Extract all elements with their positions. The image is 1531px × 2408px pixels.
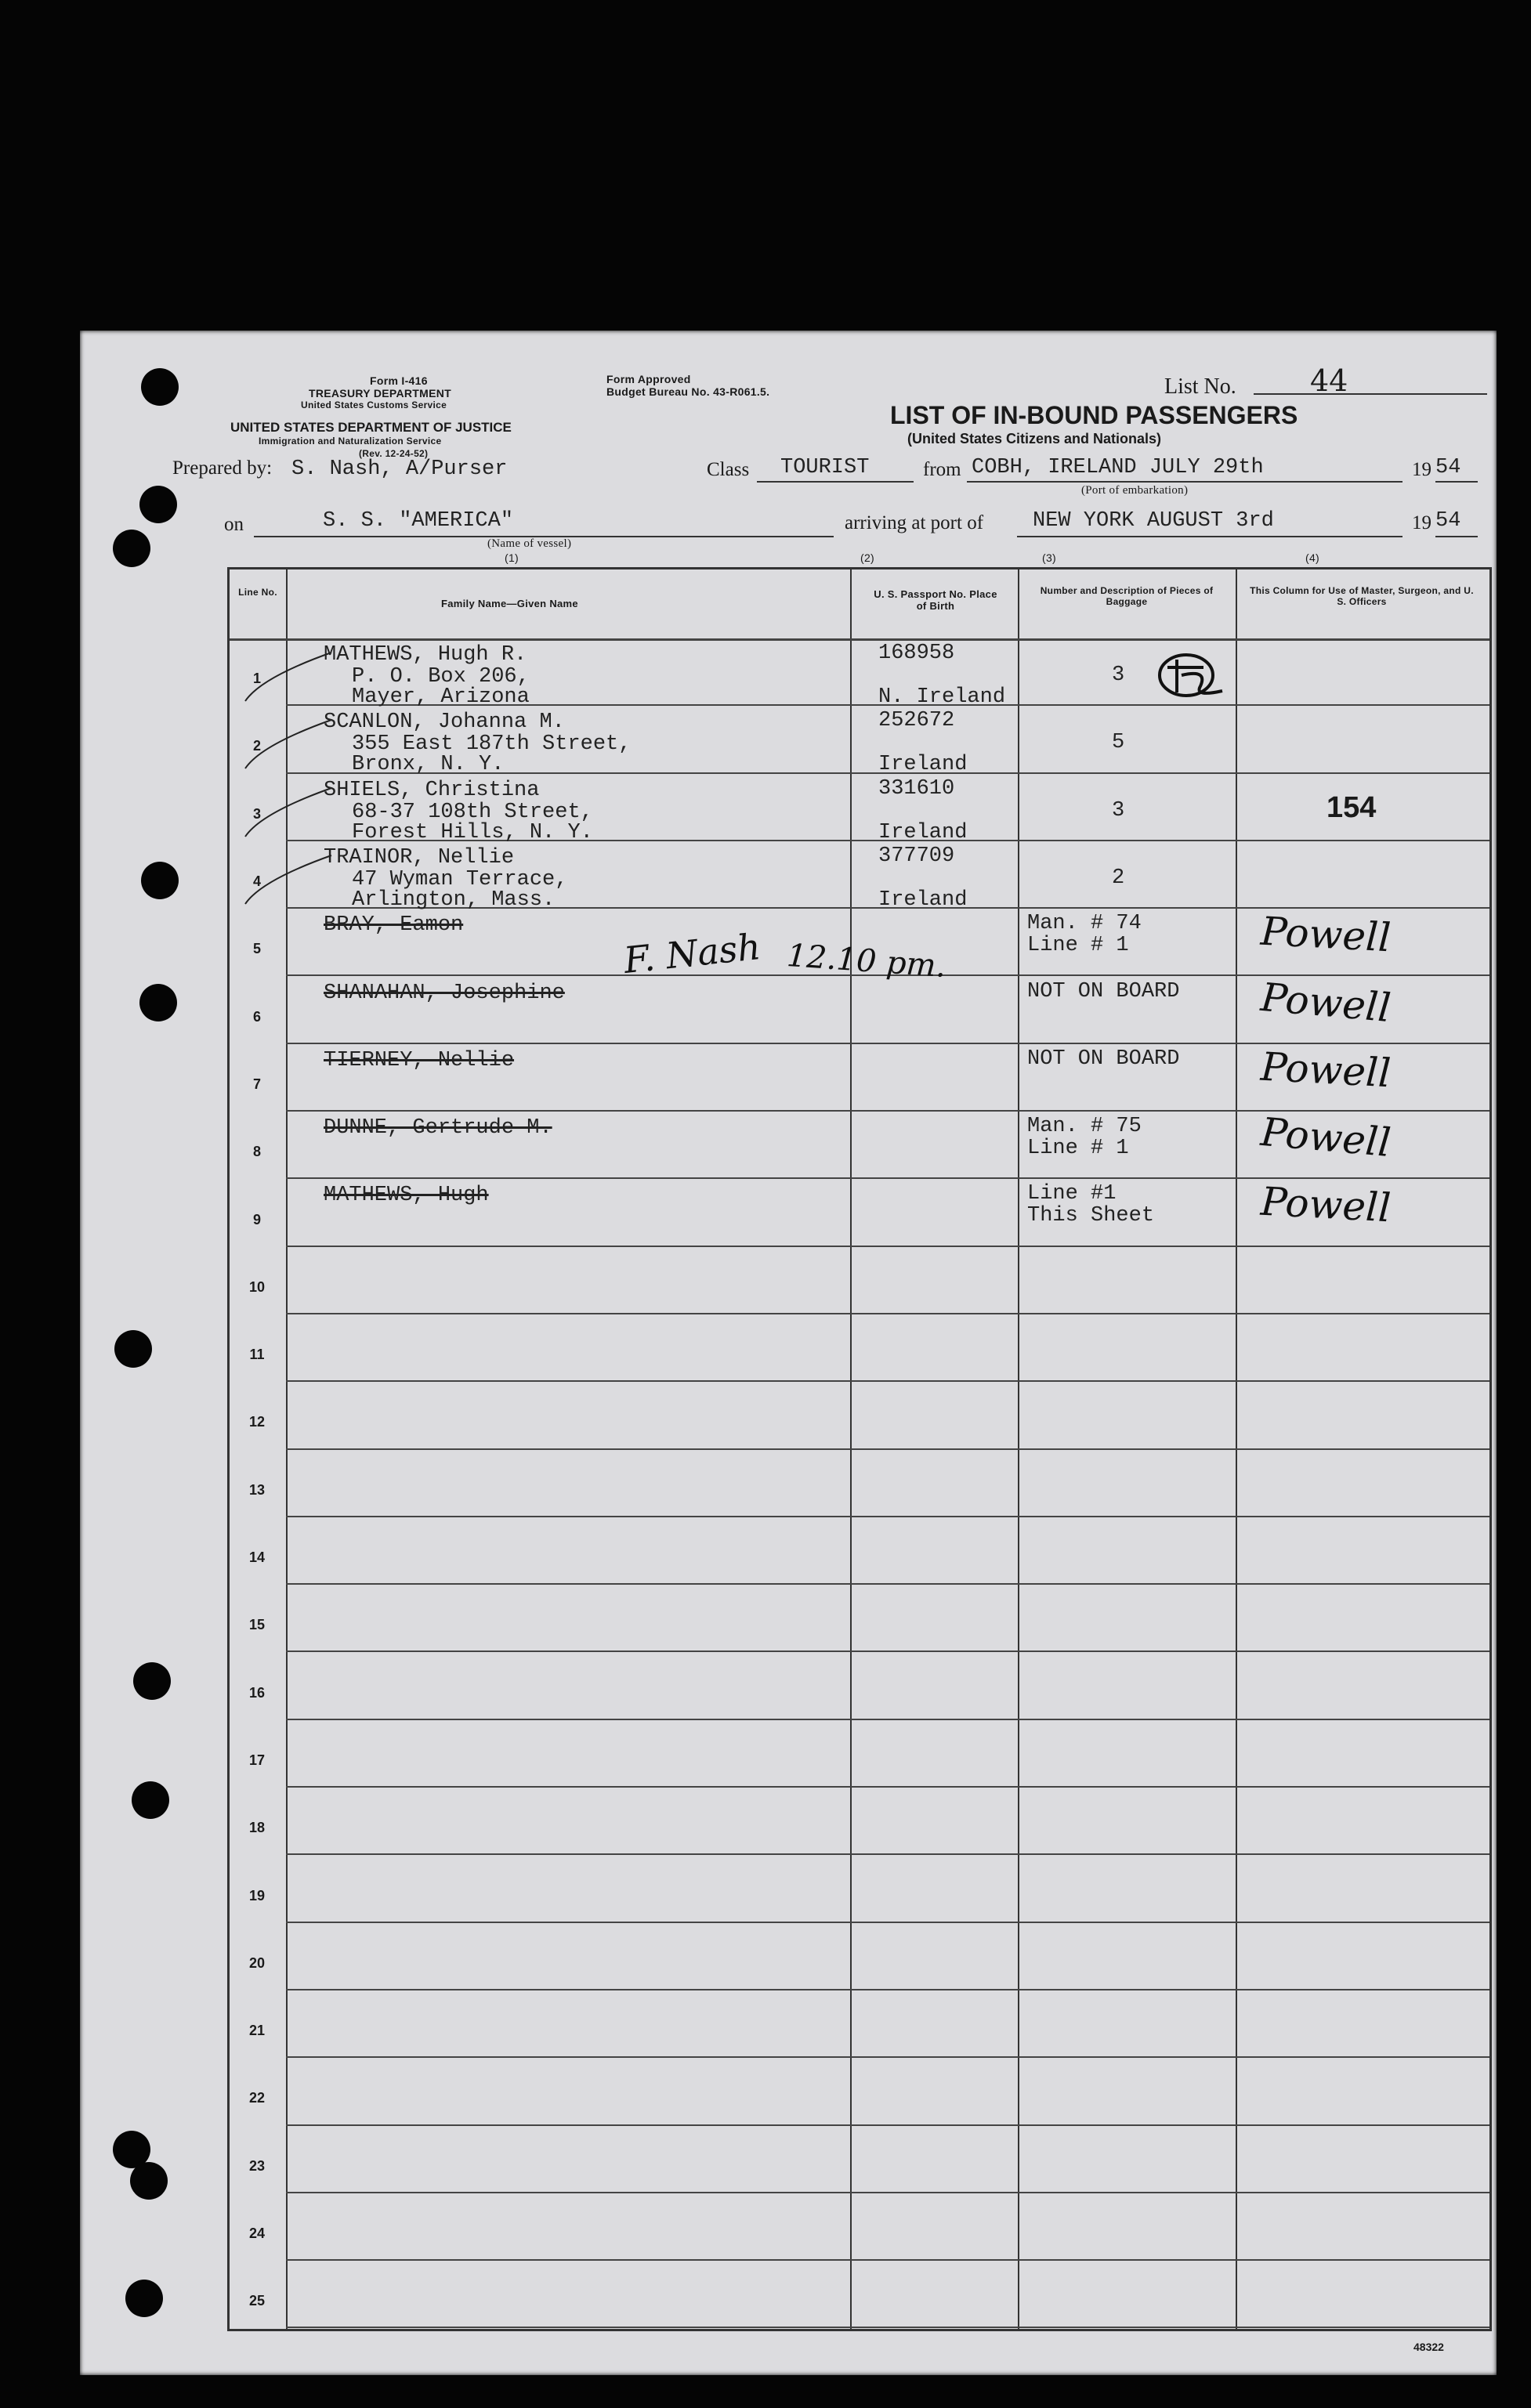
- officer-signature: Powell: [1259, 1043, 1392, 1097]
- form-approved: Form Approved: [606, 373, 691, 385]
- passenger-address-line2: Forest Hills, N. Y.: [352, 820, 593, 844]
- table-row: [230, 706, 1489, 777]
- class-value: TOURIST: [780, 456, 870, 479]
- binder-hole: [141, 862, 179, 899]
- officer-signature: Powell: [1258, 974, 1393, 1031]
- row-number: 7: [252, 1076, 261, 1092]
- binder-hole: [130, 2162, 168, 2200]
- row-number: 22: [248, 2090, 266, 2106]
- document-sheet: [80, 331, 1497, 2375]
- row-number: 17: [248, 1752, 266, 1768]
- row-number: 5: [252, 941, 261, 957]
- binder-hole: [125, 2280, 163, 2317]
- prepared-label: Prepared by:: [172, 457, 273, 479]
- table-row: [230, 1653, 1489, 1720]
- passenger-address-line2: Bronx, N. Y.: [352, 753, 505, 777]
- row-number: 3: [252, 805, 261, 822]
- col-header-line: Line No.: [238, 587, 277, 598]
- officer-number: 154: [1327, 790, 1377, 824]
- table-row: [230, 1788, 1489, 1855]
- passenger-address-line2: Arlington, Mass.: [352, 888, 556, 912]
- list-number: 44: [1310, 363, 1348, 398]
- passenger-address-line1: P. O. Box 206,: [352, 665, 530, 689]
- baggage-note-line1: NOT ON BOARD: [1027, 979, 1180, 1003]
- table-row: [230, 2126, 1489, 2193]
- table-row: [230, 841, 1489, 912]
- table-row: [230, 638, 1489, 709]
- passenger-name: BRAY, Eamon: [324, 913, 464, 938]
- prepared-by: S. Nash, A/Purser: [291, 457, 508, 481]
- row-number: 8: [252, 1144, 261, 1160]
- passport-number: 252672: [878, 709, 955, 733]
- passport-number: 168958: [878, 642, 955, 665]
- col-num-2: (2): [860, 551, 875, 564]
- passenger-name: SHANAHAN, Josephine: [324, 981, 565, 1005]
- passenger-address-line1: 355 East 187th Street,: [352, 732, 632, 757]
- row-number: 14: [248, 1549, 266, 1566]
- table-row: [230, 1314, 1489, 1382]
- col-header-name: Family Name—Given Name: [441, 598, 578, 609]
- binder-hole: [139, 984, 177, 1021]
- form-number: Form I-416: [370, 374, 428, 387]
- passenger-address-line1: 47 Wyman Terrace,: [352, 867, 568, 891]
- year1-underline: [1435, 481, 1478, 483]
- on-label: on: [224, 514, 244, 535]
- passenger-table: [227, 567, 1492, 2331]
- doj-heading: UNITED STATES DEPARTMENT OF JUSTICE: [230, 420, 512, 435]
- col-header-officers: This Column for Use of Master, Surgeon, and U. S. Officers: [1250, 585, 1474, 607]
- baggage-note-line2: Line # 1: [1027, 1137, 1129, 1161]
- page-subtitle: (United States Citizens and Nationals): [907, 431, 1162, 447]
- table-row: [230, 1720, 1489, 1788]
- table-row: [230, 774, 1489, 844]
- year-prefix-2: 19: [1412, 512, 1431, 533]
- row-number: 11: [249, 1347, 265, 1363]
- baggage-note-line2: Line # 1: [1027, 934, 1129, 958]
- row-number: 1: [252, 671, 261, 687]
- baggage-count: 3: [1112, 798, 1125, 823]
- col-num-4: (4): [1305, 551, 1320, 564]
- arrival-port: NEW YORK AUGUST 3rd: [1033, 509, 1274, 533]
- purser-signature: F. Nash: [621, 925, 763, 982]
- passenger-name: DUNNE, Gertrude M.: [324, 1116, 552, 1141]
- table-row: [230, 1450, 1489, 1517]
- row-number: 18: [248, 1820, 266, 1836]
- budget-bureau: Budget Bureau No. 43-R061.5.: [606, 385, 770, 398]
- baggage-note-line1: NOT ON BOARD: [1027, 1047, 1180, 1071]
- passenger-address-line1: 68-37 108th Street,: [352, 800, 593, 824]
- binder-hole: [133, 1662, 171, 1700]
- year-2: 54: [1435, 509, 1461, 533]
- row-number: 19: [248, 1887, 266, 1904]
- baggage-note-line1: Man. # 75: [1027, 1115, 1142, 1139]
- table-row: [230, 1108, 1489, 1179]
- place-of-birth: Ireland: [878, 820, 968, 844]
- row-number: 2: [252, 738, 261, 754]
- list-no-underline: [1254, 393, 1487, 395]
- table-row: [230, 2193, 1489, 2261]
- binder-hole: [132, 1781, 169, 1819]
- treasury-dept: TREASURY DEPARTMENT: [309, 387, 452, 400]
- passenger-name: SCANLON, Johanna M.: [324, 710, 565, 735]
- table-row: [230, 2261, 1489, 2328]
- place-of-birth: N. Ireland: [878, 685, 1006, 709]
- table-row: [230, 1923, 1489, 1990]
- passenger-name: MATHEWS, Hugh R.: [324, 643, 527, 667]
- row-number: 4: [252, 873, 261, 890]
- officer-signature: Powell: [1258, 1108, 1393, 1166]
- row-number: 15: [248, 1617, 266, 1633]
- revision-date: (Rev. 12-24-52): [359, 448, 429, 459]
- year-1: 54: [1435, 456, 1461, 479]
- customs-service: United States Customs Service: [301, 400, 447, 410]
- class-label: Class: [707, 459, 750, 480]
- col-header-passport: U. S. Passport No. Place of Birth: [874, 588, 997, 612]
- from-underline: [967, 481, 1403, 483]
- vessel-caption: (Name of vessel): [487, 537, 572, 550]
- year-prefix-1: 19: [1412, 459, 1431, 480]
- baggage-count: 5: [1112, 731, 1125, 755]
- table-row: [230, 1585, 1489, 1652]
- class-underline: [757, 481, 914, 483]
- table-row: [230, 1382, 1489, 1449]
- arrival-underline: [1017, 536, 1403, 537]
- passenger-name: MATHEWS, Hugh: [324, 1184, 489, 1208]
- footer-code: 48322: [1413, 2341, 1444, 2353]
- embarkation-port: COBH, IRELAND JULY 29th: [972, 456, 1264, 479]
- ins-heading: Immigration and Naturalization Service: [259, 436, 442, 447]
- col-header-baggage: Number and Description of Pieces of Baggage: [1040, 585, 1214, 607]
- baggage-note-line1: Line #1: [1027, 1182, 1117, 1206]
- row-number: 24: [248, 2225, 266, 2242]
- row-number: 20: [248, 1954, 266, 1971]
- passport-number: 331610: [878, 776, 955, 801]
- binder-hole: [139, 486, 177, 523]
- row-number: 25: [248, 2293, 266, 2309]
- place-of-birth: Ireland: [878, 753, 968, 777]
- row-number: 9: [252, 1211, 261, 1228]
- binder-hole: [141, 368, 179, 406]
- binder-hole: [113, 530, 150, 567]
- vessel-name: S. S. "AMERICA": [323, 509, 514, 533]
- officer-signature: Powell: [1259, 1179, 1392, 1231]
- passenger-address-line2: Mayer, Arizona: [352, 685, 530, 709]
- from-label: from: [923, 459, 961, 480]
- page-title: LIST OF IN-BOUND PASSENGERS: [890, 401, 1298, 429]
- row-rule: [286, 2327, 1489, 2328]
- table-row: [230, 1247, 1489, 1314]
- table-row: [230, 1990, 1489, 2058]
- table-row: [230, 1517, 1489, 1585]
- table-row: [230, 974, 1489, 1044]
- officer-signature: Powell: [1259, 908, 1392, 961]
- signature-time: 12.10 pm.: [785, 937, 947, 985]
- row-number: 12: [248, 1414, 266, 1430]
- baggage-note-line2: This Sheet: [1027, 1204, 1155, 1228]
- passenger-name: SHIELS, Christina: [324, 778, 540, 802]
- embarkation-caption: (Port of embarkation): [1081, 484, 1189, 497]
- row-number: 6: [252, 1008, 261, 1025]
- col-num-3: (3): [1042, 551, 1057, 564]
- place-of-birth: Ireland: [878, 888, 968, 912]
- table-row: [230, 1179, 1489, 1246]
- passport-number: 377709: [878, 844, 955, 868]
- passenger-name: TIERNEY, Nellie: [324, 1048, 515, 1072]
- arriving-label: arriving at port of: [845, 512, 984, 533]
- table-row: [230, 1855, 1489, 1922]
- table-row: [230, 2058, 1489, 2125]
- baggage-count: 2: [1112, 866, 1125, 890]
- list-no-label: List No.: [1164, 374, 1236, 399]
- officer-initials-stamp: [1153, 645, 1240, 708]
- row-number: 16: [248, 1684, 266, 1701]
- baggage-note-line1: Man. # 74: [1027, 912, 1142, 936]
- year2-underline: [1435, 536, 1478, 537]
- row-number: 10: [248, 1278, 266, 1295]
- col-num-1: (1): [505, 551, 519, 564]
- binder-hole: [114, 1330, 152, 1368]
- row-number: 23: [248, 2157, 266, 2174]
- table-row: [230, 1044, 1489, 1112]
- row-number: 21: [248, 2023, 266, 2039]
- passenger-name: TRAINOR, Nellie: [324, 845, 515, 870]
- row-number: 13: [248, 1481, 266, 1498]
- baggage-count: 3: [1112, 663, 1125, 687]
